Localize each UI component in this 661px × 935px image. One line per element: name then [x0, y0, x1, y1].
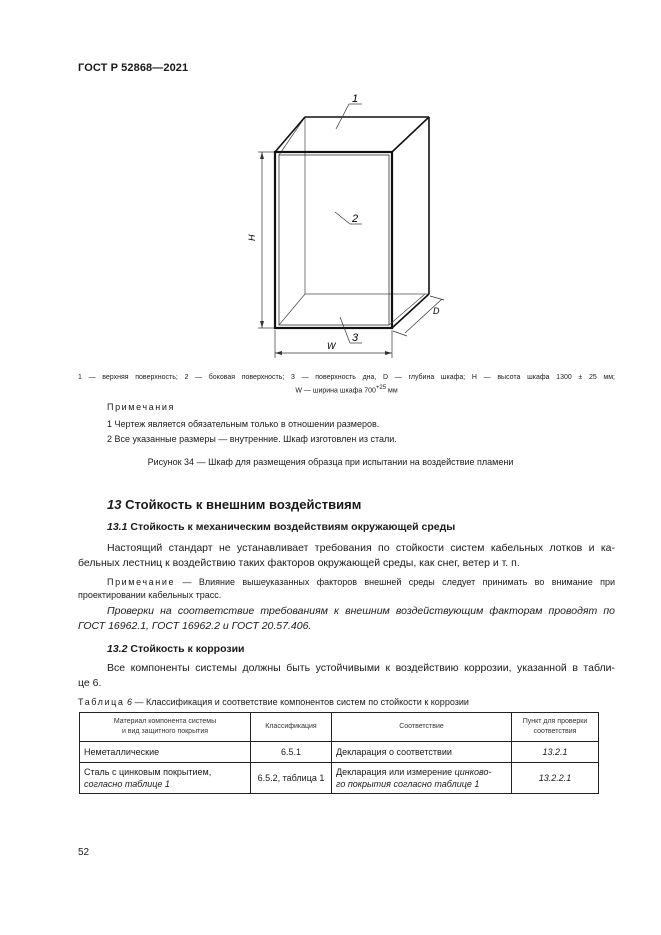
cell-material: Сталь с цинковым покрытием, согласно таблице 1 [80, 763, 251, 794]
header-clause: Пункт для проверки соответствия [512, 713, 599, 742]
cell-conformity: Декларация о соответствии [332, 742, 512, 763]
edge-bottom-right [392, 294, 429, 328]
label-bottom-surface: 3 [352, 332, 359, 344]
cell-conformity: Декларация или измерение цинково- го покрытия согласно таблице 1 [332, 763, 512, 794]
table-row [80, 763, 599, 794]
label-top-surface: 1 [352, 93, 359, 105]
width-label: W [327, 341, 336, 351]
notes-title: Примечания [107, 402, 175, 412]
edge-floor-right [389, 294, 425, 325]
note-2: 2 Все указанные размеры — внутренние. Шкаф изготовлен из стали. [107, 434, 397, 444]
paragraph-2: Проверки на соответствие требованиям к внешним воздействующим факторам проводят по ГОСТ 16962.1, ГОСТ 16962.2 и ГОСТ 20.57.406. [78, 605, 615, 632]
paragraph-3: Все компоненты системы должны быть устойчивыми к воздействию коррозии, указанной в табли- це 6. [78, 662, 615, 689]
cell-clause: 13.2.2.1 [512, 763, 599, 794]
edge-floor-left [279, 294, 305, 325]
depth-dimension-line [405, 299, 442, 333]
note-influence: Примечание — Влияние вышеуказанных факторов внешней среды следует принимать во внимание при проектировании кабельных трасс. [78, 577, 615, 600]
legend-line-2: W — ширина шкафа $700^{+25}$ мм [295, 385, 398, 395]
legend-line-1: 1 — верхняя поверхность; 2 — боковая поверхность; 3 — поверхность дна, D — глубина шкафа; H — высота шкафа 1300 ± 25 мм; [78, 374, 615, 381]
section-13-1-heading: 13.1 Стойкость к механическим воздействиям окружающей среды [107, 521, 456, 533]
header-conformity: Соответствие [332, 713, 512, 742]
front-face-inner [279, 155, 389, 325]
standard-header: ГОСТ Р 52868—2021 [78, 62, 189, 74]
header-material: Материал компонента системы и вид защитного покрытия [80, 713, 251, 742]
paragraph-1: Настоящий стандарт не устанавливает требования по стойкости систем кабельных лотков и ка- бельных лестниц к воздействию таких факторов окружающей среды, как снег, ветер и т. п. [78, 542, 615, 569]
table-header-row [80, 713, 599, 742]
edge-top-right [392, 117, 429, 152]
height-label: H [247, 234, 257, 241]
depth-label: D [433, 306, 440, 316]
cell-material: Неметаллические [80, 742, 251, 763]
corrosion-table [79, 712, 599, 794]
front-face [275, 152, 392, 328]
section-13-heading: 13 Стойкость к внешним воздействиям [107, 497, 362, 512]
figure-legend [78, 372, 615, 396]
section-13-2-heading: 13.2 Стойкость к коррозии [107, 643, 245, 655]
cell-classification: 6.5.2, таблица 1 [251, 763, 332, 794]
page-number: 52 [78, 847, 90, 858]
cell-classification: 6.5.1 [251, 742, 332, 763]
cabinet-drawing [230, 88, 460, 363]
back-face [305, 117, 429, 294]
edge-top-left [275, 117, 305, 152]
note-1: 1 Чертеж является обязательным только в отношении размеров. [107, 419, 380, 429]
cell-clause: 13.2.1 [512, 742, 599, 763]
label-side-surface: 2 [352, 213, 359, 225]
table-caption: Таблица 6 — Классификация и соответствие компонентов систем по стойкости к коррозии [78, 697, 469, 707]
figure-caption: Рисунок 34 — Шкаф для размещения образца при испытании на воздействие пламени [147, 457, 514, 467]
table-row [80, 742, 599, 763]
header-classification: Классификация [251, 713, 332, 742]
